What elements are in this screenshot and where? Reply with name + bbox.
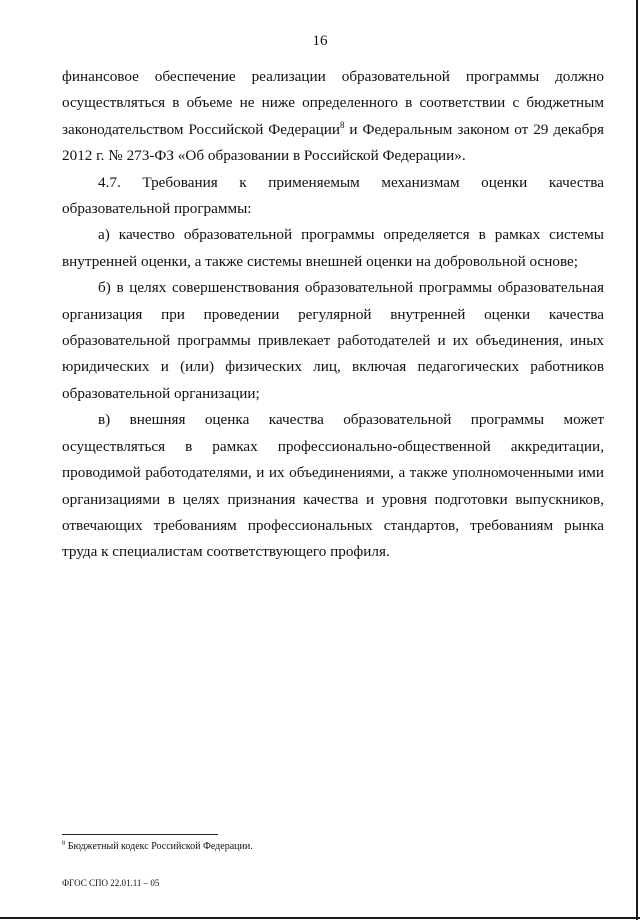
document-code: ФГОС СПО 22.01.11 – 05: [62, 878, 160, 888]
footnote-text: Бюджетный кодекс Российской Федерации.: [65, 841, 253, 852]
page-edge-right: [636, 0, 638, 920]
page-number: 16: [312, 33, 328, 49]
paragraph-item-v: в) внешняя оценка качества образовательной программы может осуществляться в рамках профессионально-общественной аккредитации, проводимой работодателями, и их объединениями, а также уполномоченными ими организациями в целях признания качества и уровня подготовки выпускников, отвечающих требованиям профессиональных стандартов, требованиям рынка труда к специалистам соответствующего профиля.: [62, 411, 604, 561]
page-edge-bottom: [0, 917, 640, 919]
paragraph-financing: [62, 64, 604, 170]
footnote-separator: [62, 834, 218, 835]
footnote-mark: 8: [62, 839, 66, 847]
paragraph-financing-text: финансовое обеспечение реализации образовательной программы должно осуществляться в объеме не ниже определенного в соответствии с бюджетным законодательством Российской Федерации: [62, 68, 604, 138]
body-text: [62, 64, 604, 566]
paragraph-item-b: б) в целях совершенствования образовательной программы образовательная организация при проведении регулярной внутренней оценки качества образовательной программы привлекает работодателей и их объединения, иных юридических и (или) физических лиц, включая педагогических работников образовательной организации;: [62, 279, 604, 402]
paragraph-financing-tail: и Федеральным законом от 29 декабря 2012 г. № 273-ФЗ «Об образовании в Российской Федерации».: [62, 120, 604, 165]
paragraph-requirements-heading: 4.7. Требования к применяемым механизмам оценки качества образовательной программы:: [62, 173, 604, 218]
paragraph-item-a: а) качество образовательной программы определяется в рамках системы внутренней оценки, а также системы внешней оценки на добровольной основе;: [62, 226, 604, 270]
footnote: [62, 840, 253, 854]
footnote-reference: 8: [339, 119, 345, 130]
